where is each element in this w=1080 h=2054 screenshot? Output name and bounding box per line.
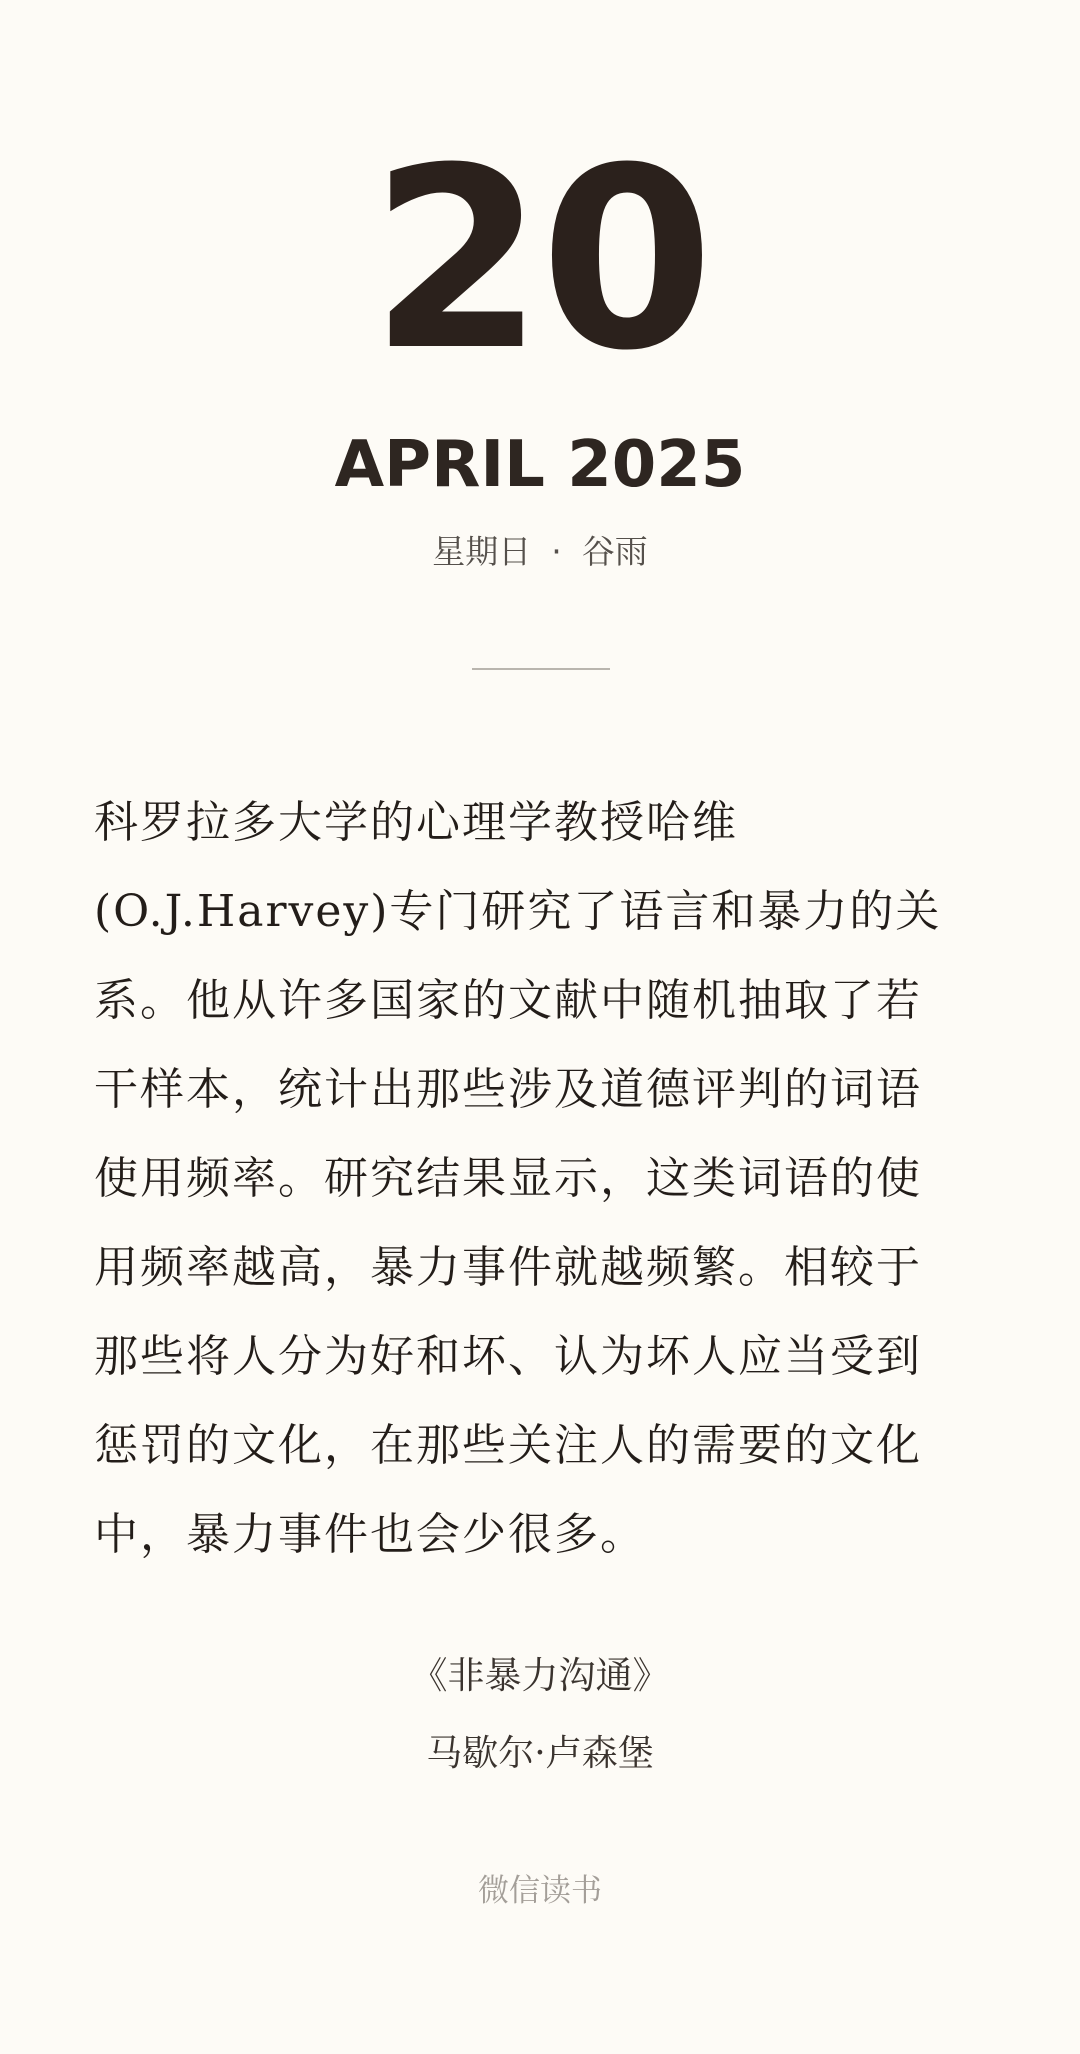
book-title[interactable]: 《非暴力沟通》 xyxy=(410,1654,670,1697)
quote-line: 科罗拉多大学的心理学教授哈维 xyxy=(94,797,738,848)
quote-line: 中，暴力事件也会少很多。 xyxy=(94,1509,646,1560)
month-year: APRIL 2025 xyxy=(334,428,746,502)
separator-dot: · xyxy=(551,532,562,571)
quote-line: 系。他从许多国家的文献中随机抽取了若 xyxy=(94,975,922,1026)
day-number: 20 xyxy=(370,114,710,405)
quote-line: (O.J.Harvey)专门研究了语言和暴力的关 xyxy=(94,886,942,937)
quote-line: 使用频率。研究结果显示，这类词语的使 xyxy=(94,1153,922,1204)
quote-line: 惩罚的文化，在那些关注人的需要的文化 xyxy=(94,1420,922,1471)
author-name: 马歇尔·卢森堡 xyxy=(426,1733,654,1774)
brand-watermark: 微信读书 xyxy=(478,1873,602,1909)
quote-line: 用频率越高，暴力事件就越频繁。相较于 xyxy=(94,1242,922,1293)
divider-line xyxy=(472,668,610,670)
quote-line: 那些将人分为好和坏、认为坏人应当受到 xyxy=(94,1331,922,1382)
weekday-solar-term xyxy=(0,530,1080,574)
quote-text[interactable] xyxy=(94,778,994,1579)
solar-term-label: 谷雨 xyxy=(581,532,648,571)
weekday-label: 星期日 xyxy=(432,532,532,571)
quote-line: 干样本，统计出那些涉及道德评判的词语 xyxy=(94,1064,922,1115)
